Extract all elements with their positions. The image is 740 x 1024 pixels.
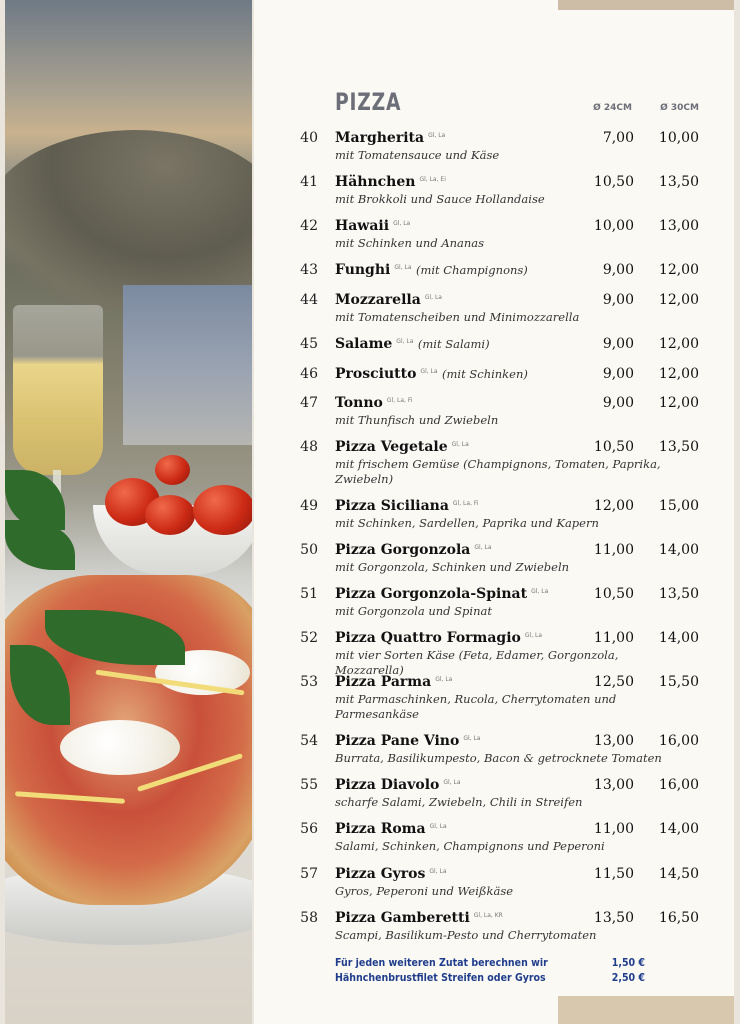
item-price-large: 16,00 [658, 777, 699, 793]
item-name-line [335, 174, 446, 190]
item-allergens: Gl, La [531, 588, 549, 595]
item-name: Pizza Quattro Formagio [335, 630, 521, 646]
item-name-line [335, 777, 461, 793]
photo-tomato [145, 495, 195, 535]
footer-label: Für jeden weiteren Zutat berechnen wir [335, 956, 548, 969]
item-number: 42 [300, 218, 318, 234]
photo-mozzarella [60, 720, 180, 775]
item-price-small: 7,00 [602, 130, 634, 146]
item-price-large: 16,00 [658, 733, 699, 749]
item-price-small: 9,00 [602, 366, 634, 382]
item-description: mit frischem Gemüse (Champignons, Tomaten, Paprika, Zwiebeln) [335, 457, 661, 486]
item-name-line [335, 630, 542, 646]
item-number: 51 [300, 586, 318, 602]
item-price-small: 10,50 [593, 174, 634, 190]
item-allergens: Gl, La [394, 264, 412, 271]
item-price-large: 13,50 [658, 439, 699, 455]
item-price-large: 14,00 [658, 542, 699, 558]
item-price-small: 9,00 [602, 292, 634, 308]
item-description: mit Thunfisch und Zwiebeln [335, 413, 499, 427]
size-header-large: Ø 30CM [660, 103, 699, 113]
item-price-small: 10,50 [593, 586, 634, 602]
item-description: Burrata, Basilikumpesto, Bacon & getrocknete Tomaten [335, 751, 662, 765]
item-description: scharfe Salami, Zwiebeln, Chili in Streifen [335, 795, 583, 809]
item-name: Mozzarella [335, 292, 421, 308]
item-price-small: 11,00 [593, 542, 634, 558]
item-allergens: Gl, La [420, 368, 438, 375]
item-number: 57 [300, 866, 318, 882]
item-name-line [335, 439, 469, 455]
item-name-line [335, 395, 413, 411]
item-inline-desc: (mit Salami) [417, 337, 490, 351]
item-name: Pizza Gorgonzola [335, 542, 471, 558]
item-name-line [335, 821, 447, 837]
item-name: Pizza Vegetale [335, 439, 448, 455]
photo-mountain [5, 130, 252, 310]
item-allergens: Gl, La [474, 544, 492, 551]
item-price-large: 12,00 [658, 292, 699, 308]
item-inline-desc: (mit Schinken) [442, 367, 528, 381]
item-description: Salami, Schinken, Champignons und Peperoni [335, 839, 605, 853]
item-description: mit Gorgonzola, Schinken und Zwiebeln [335, 560, 570, 574]
item-name: Pizza Diavolo [335, 777, 440, 793]
item-name: Pizza Gyros [335, 866, 426, 882]
item-name-line [335, 586, 548, 602]
footer-price: 1,50 € [611, 956, 645, 969]
item-price-large: 16,50 [658, 910, 699, 926]
item-number: 52 [300, 630, 318, 646]
item-name-line [335, 262, 528, 278]
item-name: Hähnchen [335, 174, 416, 190]
item-allergens: Gl, La, KR [473, 912, 503, 919]
item-name: Prosciutto [335, 366, 417, 382]
item-description: Scampi, Basilikum-Pesto und Cherrytomaten [335, 928, 597, 942]
item-number: 46 [300, 366, 318, 382]
item-name-line [335, 366, 528, 382]
item-name: Salame [335, 336, 393, 352]
item-name-line [335, 218, 410, 234]
item-number: 58 [300, 910, 318, 926]
item-price-small: 10,00 [593, 218, 634, 234]
item-number: 47 [300, 395, 318, 411]
item-number: 56 [300, 821, 318, 837]
item-name-line [335, 498, 479, 514]
photo-house [123, 285, 252, 445]
item-number: 54 [300, 733, 318, 749]
item-price-large: 12,00 [658, 395, 699, 411]
item-allergens: Gl, La [524, 632, 543, 639]
item-price-small: 13,00 [593, 733, 634, 749]
item-number: 49 [300, 498, 318, 514]
item-price-large: 12,00 [658, 366, 699, 382]
footer-label: Hähnchenbrustfilet Streifen oder Gyros [335, 971, 546, 984]
item-inline-desc: (mit Champignons) [415, 263, 528, 277]
item-allergens: Gl, La [396, 338, 414, 345]
item-price-large: 13,50 [658, 586, 699, 602]
item-number: 55 [300, 777, 318, 793]
item-price-large: 13,50 [658, 174, 699, 190]
item-price-large: 14,50 [658, 866, 699, 882]
item-price-large: 14,00 [658, 630, 699, 646]
item-name: Pizza Roma [335, 821, 426, 837]
item-name-line [335, 292, 442, 308]
item-description: mit Gorgonzola und Spinat [335, 604, 492, 618]
item-number: 43 [300, 262, 318, 278]
item-price-small: 11,00 [593, 821, 634, 837]
item-name-line [335, 866, 447, 882]
item-name-line [335, 733, 480, 749]
item-price-large: 12,00 [658, 262, 699, 278]
item-price-small: 13,50 [593, 910, 634, 926]
item-price-small: 13,00 [593, 777, 634, 793]
item-name: Margherita [335, 130, 425, 146]
item-name: Hawaii [335, 218, 390, 234]
item-allergens: Gl, La [443, 779, 461, 786]
item-name-line [335, 336, 490, 352]
item-description: Gyros, Peperoni und Weißkäse [335, 884, 514, 898]
item-price-small: 12,00 [593, 498, 634, 514]
item-price-small: 9,00 [602, 336, 634, 352]
item-number: 53 [300, 674, 318, 690]
item-allergens: Gl, La, Fi [452, 500, 479, 507]
item-price-small: 9,00 [602, 262, 634, 278]
item-number: 45 [300, 336, 318, 352]
item-description: mit vier Sorten Käse (Feta, Edamer, Gorgonzola, Mozzarella) [335, 648, 619, 677]
item-name: Pizza Gamberetti [335, 910, 470, 926]
item-price-large: 15,50 [658, 674, 699, 690]
item-price-small: 12,50 [593, 674, 634, 690]
section-title: PIZZA [335, 88, 402, 116]
size-header-small: Ø 24CM [593, 103, 632, 113]
item-price-large: 15,00 [658, 498, 699, 514]
item-description: mit Tomatenscheiben und Minimozzarella [335, 310, 580, 324]
item-price-large: 12,00 [658, 336, 699, 352]
item-name-line [335, 674, 452, 690]
item-name: Pizza Pane Vino [335, 733, 460, 749]
top-accent-bar [558, 0, 734, 10]
item-allergens: Gl, La [435, 676, 453, 683]
item-allergens: Gl, La [393, 220, 411, 227]
item-number: 50 [300, 542, 318, 558]
item-allergens: Gl, La [463, 735, 481, 742]
item-allergens: Gl, La [451, 441, 469, 448]
photo-tomato [193, 485, 252, 535]
item-description: mit Tomatensauce und Käse [335, 148, 500, 162]
item-name: Funghi [335, 262, 391, 278]
item-price-small: 11,50 [593, 866, 634, 882]
item-name: Pizza Gorgonzola-Spinat [335, 586, 528, 602]
item-name: Pizza Parma [335, 674, 432, 690]
item-description: mit Schinken und Ananas [335, 236, 485, 250]
item-allergens: Gl, La [429, 868, 447, 875]
item-number: 48 [300, 439, 318, 455]
item-name-line [335, 542, 492, 558]
item-name: Pizza Siciliana [335, 498, 449, 514]
pizza-photo [5, 0, 252, 1024]
bottom-accent-bar [558, 996, 734, 1024]
item-price-small: 10,50 [593, 439, 634, 455]
item-number: 41 [300, 174, 318, 190]
item-allergens: Gl, La [428, 132, 446, 139]
item-allergens: Gl, La [424, 294, 442, 301]
photo-wine-glass [13, 305, 103, 475]
footer-price: 2,50 € [611, 971, 645, 984]
item-description: mit Parmaschinken, Rucola, Cherrytomaten und Parmesankäse [335, 692, 617, 721]
item-number: 40 [300, 130, 318, 146]
item-name: Tonno [335, 395, 383, 411]
item-price-large: 13,00 [658, 218, 699, 234]
item-allergens: Gl, La, Ei [419, 176, 446, 183]
item-name-line [335, 130, 445, 146]
item-price-small: 9,00 [602, 395, 634, 411]
item-price-large: 14,00 [658, 821, 699, 837]
item-number: 44 [300, 292, 318, 308]
photo-tomato [155, 455, 190, 485]
item-description: mit Schinken, Sardellen, Paprika und Kapern [335, 516, 599, 530]
item-allergens: Gl, La, Fi [386, 397, 413, 404]
item-allergens: Gl, La [429, 823, 447, 830]
item-price-small: 11,00 [593, 630, 634, 646]
item-name-line [335, 910, 503, 926]
item-description: mit Brokkoli und Sauce Hollandaise [335, 192, 545, 206]
item-price-large: 10,00 [658, 130, 699, 146]
